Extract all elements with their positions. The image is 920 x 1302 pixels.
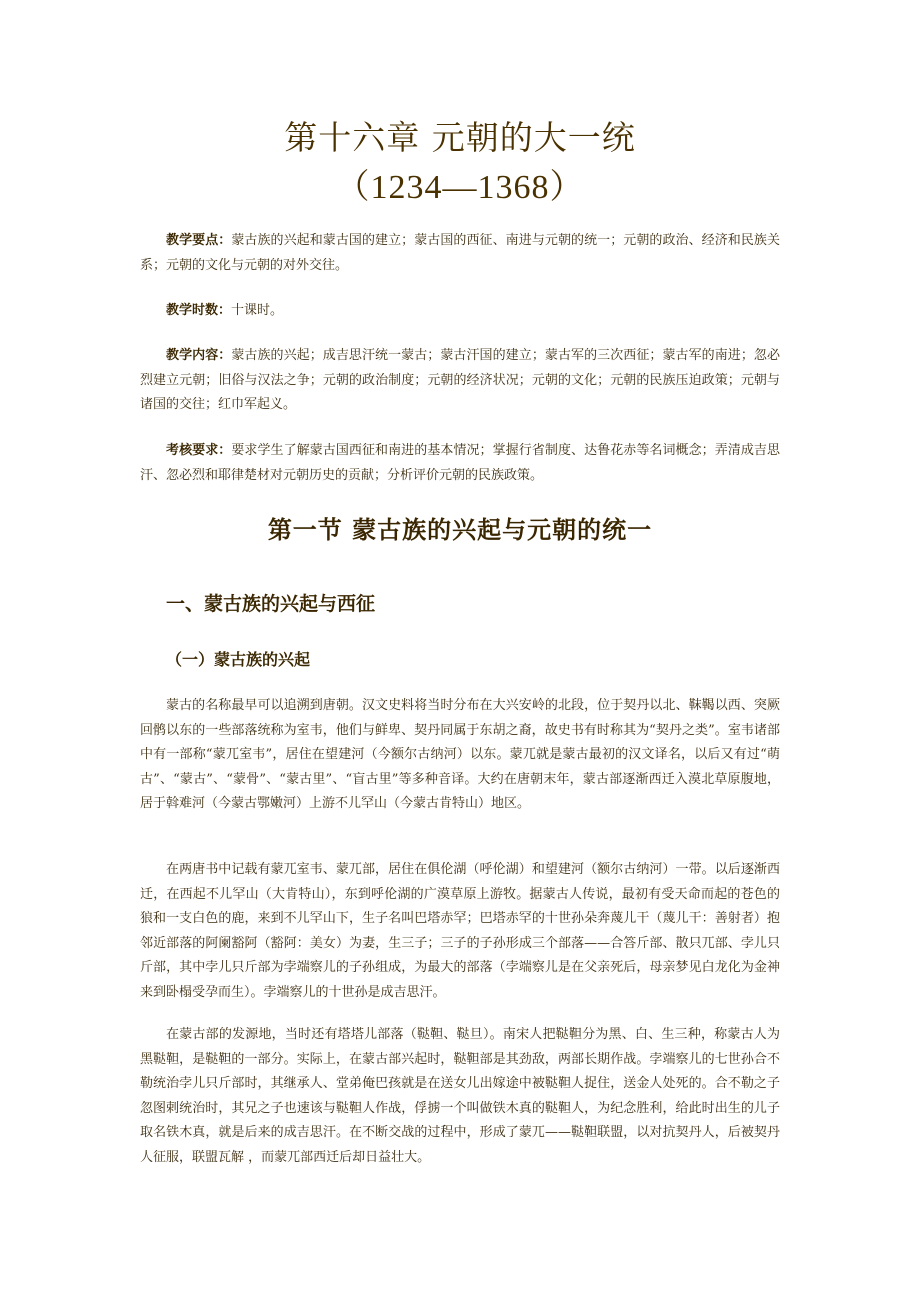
teaching-points-label: 教学要点： [166, 233, 232, 248]
teaching-hours-text: 十课时。 [231, 303, 284, 318]
body-paragraph: 在两唐书中记载有蒙兀室韦、蒙兀部，居住在俱伦湖（呼伦湖）和望建河（额尔古纳河）一带。以后逐渐西迁，在西起不儿罕山（大肯特山），东到呼伦湖的广漠草原上游牧。据蒙古人传说，最初有受天命而起的苍色的狼和一支白色的鹿，来到不儿罕山下，生子名叫巴塔赤罕；巴塔赤罕的十世孙朵奔蔑儿干（蔑儿干：善射者）抱邻近部落的阿阑豁阿（豁阿：美女）为妻，生三子；三子的子孙形成三个部落——合答斤部、散只兀部、孛儿只斤部，其中孛儿只斤部为孛端察儿的子孙组成，为最大的部落（孛端察儿是在父亲死后，母亲梦见白龙化为金神来到卧榻受孕而生）。孛端察儿的十世孙是成吉思汗。 [140, 862, 780, 1000]
teaching-points [140, 229, 780, 278]
teaching-content-text: 蒙古族的兴起；成吉思汗统一蒙古；蒙古汗国的建立；蒙古军的三次西征；蒙古军的南进；忽必烈建立元朝；旧俗与汉法之争；元朝的政治制度；元朝的经济状况；元朝的文化；元朝的民族压迫政策；元朝与诸国的交往；红巾军起义。 [140, 348, 780, 412]
teaching-points-text: 蒙古族的兴起和蒙古国的建立；蒙古国的西征、南进与元朝的统一；元朝的政治、经济和民族关系；元朝的文化与元朝的对外交往。 [140, 233, 780, 273]
teaching-hours-label: 教学时数： [166, 303, 232, 318]
subsection-heading: 一、蒙古族的兴起与西征 [166, 593, 376, 615]
section-heading: 第一节 蒙古族的兴起与元朝的统一 [267, 515, 653, 544]
assessment-requirements-label: 考核要求： [166, 443, 232, 458]
teaching-hours [140, 299, 780, 324]
body-paragraph: 蒙古的名称最早可以追溯到唐朝。汉文史料将当时分布在大兴安岭的北段，位于契丹以北、靺鞨以西、突厥回鹘以东的一些部落统称为室韦，他们与鲜卑、契丹同属于东胡之裔，故史书有时称其为“契丹之类”。室韦诸部中有一部称“蒙兀室韦”，居住在望建河（今额尔古纳河）以东。蒙兀就是蒙古最初的汉文译名，以后又有过“萌古”、“蒙古”、“蒙骨”、“蒙古里”、“盲古里”等多种音译。大约在唐朝末年，蒙古部逐渐西迁入漠北草原腹地，居于斡难河（今蒙古鄂嫩河）上游不儿罕山（今蒙古肯特山）地区。 [140, 698, 780, 811]
chapter-title: 第十六章 元朝的大一统 [284, 118, 636, 157]
teaching-content-label: 教学内容： [166, 348, 232, 363]
subsubsection-heading: （一）蒙古族的兴起 [166, 650, 311, 669]
assessment-requirements [140, 439, 780, 488]
chapter-date-range: （1234—1368） [335, 169, 585, 206]
assessment-requirements-text: 要求学生了解蒙古国西征和南进的基本情况；掌握行省制度、达鲁花赤等名词概念；弄清成吉思汗、忽必烈和耶律楚材对元朝历史的贡献；分析评价元朝的民族政策。 [140, 443, 780, 483]
body-paragraph: 在蒙古部的发源地，当时还有塔塔儿部落（鞑靼、鞑旦）。南宋人把鞑靼分为黑、白、生三种，称蒙古人为黑鞑靼，是鞑靼的一部分。实际上，在蒙古部兴起时，鞑靼部是其劲敌，两部长期作战。孛端察儿的七世孙合不勒统治孛儿只斤部时，其继承人、堂弟俺巴孩就是在送女儿出嫁途中被鞑靼人捉住，送金人处死的。合不勒之子忽图剌统治时，其兄之子也速该与鞑靼人作战，俘掳一个叫做铁木真的鞑靼人，为纪念胜利，给此时出生的儿子取名铁木真，就是后来的成吉思汗。在不断交战的过程中，形成了蒙兀——鞑靼联盟，以对抗契丹人，后被契丹人征服，联盟瓦解 ，而蒙兀部西迁后却日益壮大。 [140, 1027, 780, 1165]
teaching-content [140, 344, 780, 418]
